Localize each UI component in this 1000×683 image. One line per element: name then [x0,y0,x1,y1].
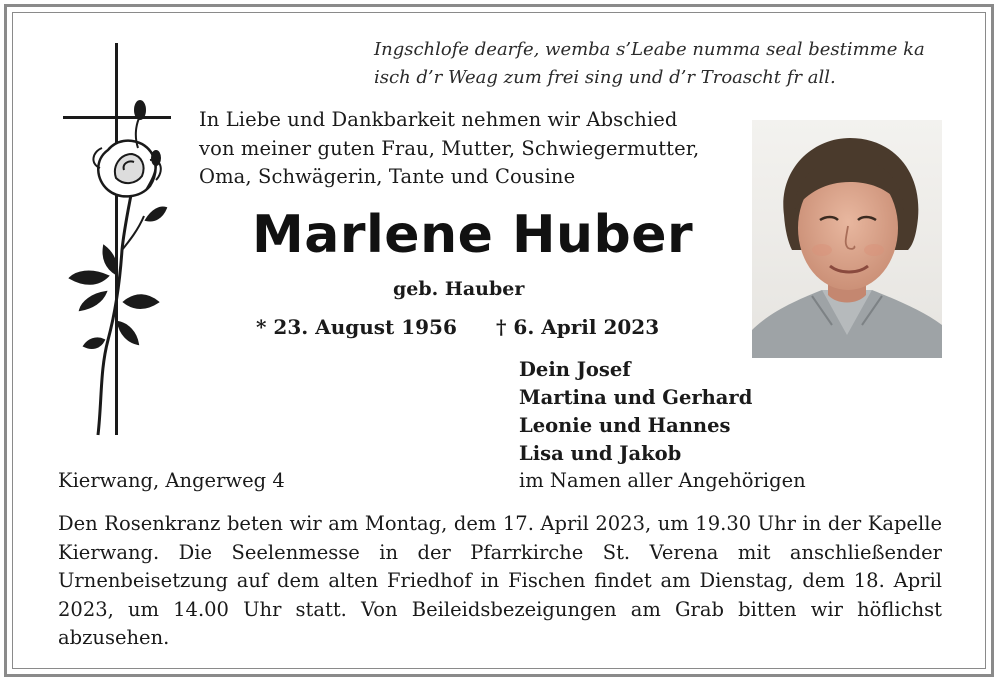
death-date: † 6. April 2023 [496,315,660,339]
closing-phrase: im Namen aller Angehörigen [519,469,806,492]
motto-line: Ingschlofe dearfe, wemba s’Leabe numma seal bestimme ka [374,39,925,60]
intro-text [199,106,739,192]
intro-line: Oma, Schwägerin, Tante und Cousine [199,165,576,188]
birth-name: geb. Hauber [393,278,525,300]
cross-with-rose [60,40,180,440]
portrait-photo [752,120,942,358]
motto [374,36,954,92]
family-address: Kierwang, Angerweg 4 [58,469,285,492]
portrait-illustration [752,120,942,358]
mourner-name: Lisa und Jakob [519,442,682,465]
life-dates [256,313,676,341]
deceased-name: Marlene Huber [252,205,694,265]
mourners-list [519,356,752,468]
cross-icon [63,43,171,435]
mourner-name: Dein Josef [519,358,631,381]
mourner-name: Leonie und Hannes [519,414,731,437]
intro-line: In Liebe und Dankbarkeit nehmen wir Abschied [199,108,678,131]
motto-line: isch d’r Weag zum frei sing und d’r Troascht fr all. [374,67,836,88]
mourner-name: Martina und Gerhard [519,386,753,409]
birth-date: * 23. August 1956 [256,315,457,339]
service-details: Den Rosenkranz beten wir am Montag, dem 17. April 2023, um 19.30 Uhr in der Kapelle Kierwang. Die Seelenmesse in der Pfarrkirche St. Verena mit anschließender Urnenbeisetzung auf dem alten Friedhof in Fischen findet am Dienstag, dem 18. April 2023, um 14.00 Uhr statt. Von Beileidsbezeigungen am Grab bitten wir höflichst abzusehen. [58,512,942,649]
intro-line: von meiner guten Frau, Mutter, Schwiegermutter, [199,136,700,160]
